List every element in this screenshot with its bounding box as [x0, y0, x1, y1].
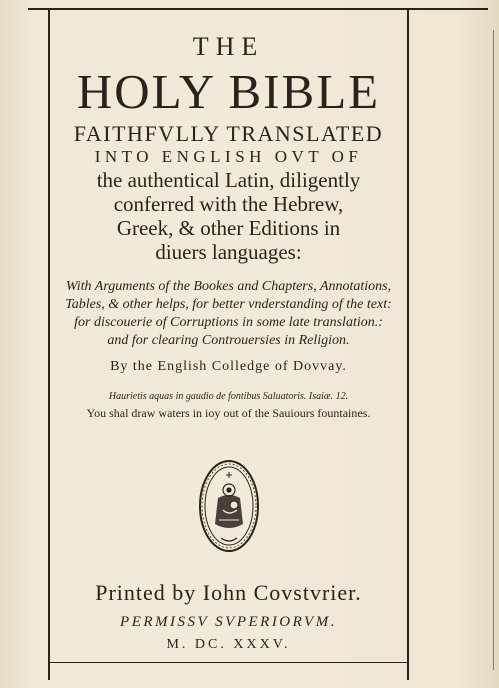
publication-date: M. DC. XXXV. [166, 637, 291, 652]
title-page-content [50, 20, 407, 654]
arguments-line: With Arguments of the Bookes and Chapters, Annotations, [65, 279, 392, 294]
heading-holy-bible: HOLY BIBLE [76, 64, 381, 119]
scripture-quote-english: You shal draw waters in ioy out of the Sauiours fountaines. [86, 406, 371, 420]
subtitle-faithfully-translated: FAITHFVLLY TRANSLATED [73, 121, 384, 146]
authentical-line: the authentical Latin, diligently [96, 168, 361, 192]
arguments-line: Tables, & other helps, for better vnderstanding of the text: [65, 297, 392, 312]
authentical-line: diuers languages: [155, 240, 302, 264]
arguments-line: for discouerie of Corruptions in some late translation.: [74, 315, 383, 330]
authentical-line: Greek, & other Editions in [116, 216, 341, 240]
arguments-block [50, 278, 407, 350]
madonna-emblem-icon [197, 458, 261, 554]
page-edge-rule [493, 30, 494, 670]
right-rule [407, 8, 409, 680]
heading-the: THE [192, 32, 265, 61]
college-line: By the English Colledge of Dovvay. [110, 359, 347, 374]
permission-line: PERMISSV SVPERIORVM. [120, 614, 337, 630]
arguments-line: and for clearing Controuersies in Religion. [107, 333, 350, 348]
bottom-rule [48, 662, 409, 663]
printer-line: Printed by Iohn Covstvrier. [95, 580, 362, 605]
authentical-line: conferred with the Hebrew, [113, 192, 344, 216]
subtitle-into-english: INTO ENGLISH OVT OF [94, 147, 363, 166]
scripture-quote-latin: Haurietis aquas in gaudio de fontibus Saluatoris. Isaiæ. 12. [108, 391, 349, 402]
top-rule [28, 8, 488, 10]
